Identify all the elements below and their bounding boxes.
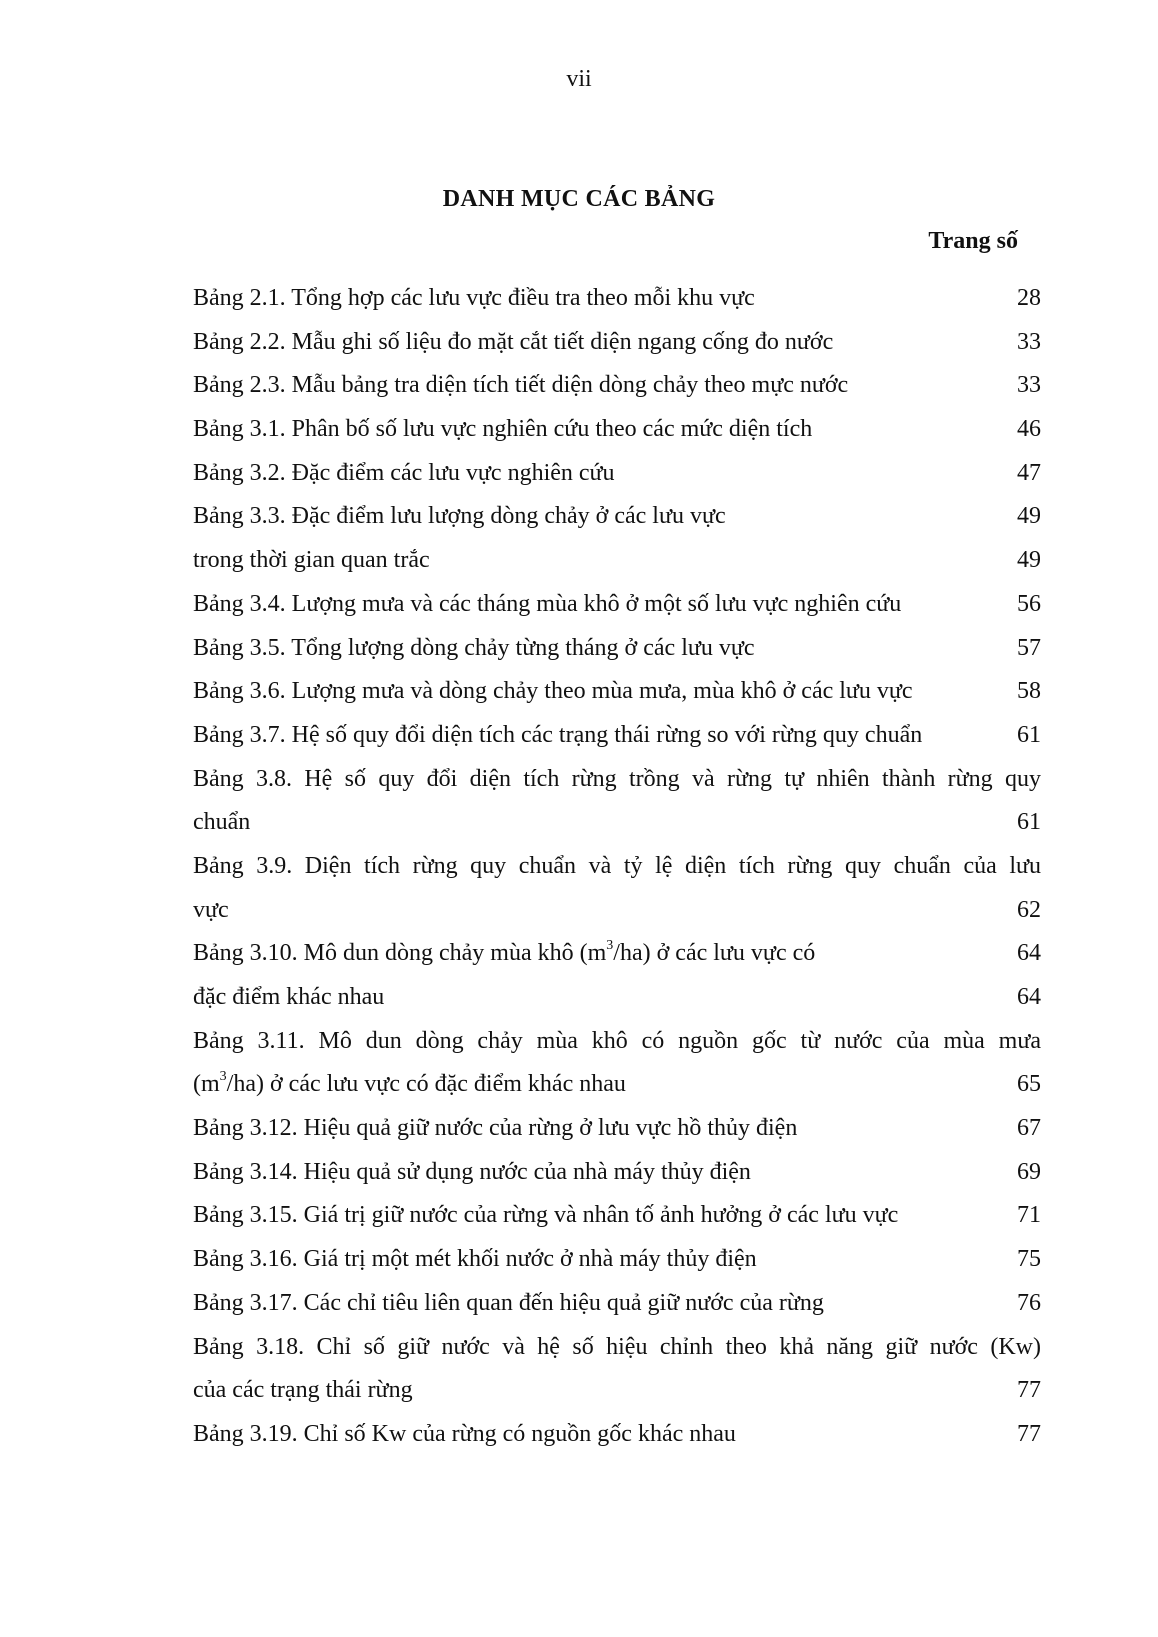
- toc-entry-text: Bảng 3.18. Chỉ số giữ nước và hệ số hiệu chỉnh theo khả năng giữ nước (Kw): [193, 1333, 1041, 1360]
- toc-entry: [193, 670, 1041, 714]
- toc-entry-text: Bảng 2.3. Mẫu bảng tra diện tích tiết diện dòng chảy theo mực nước: [193, 372, 849, 399]
- toc-entry-text: Bảng 3.11. Mô dun dòng chảy mùa khô có nguồn gốc từ nước của mùa mưa: [193, 1027, 1041, 1054]
- toc-entry-text: $(m^3/ha)$ ở các lưu vực có đặc điểm khác nhau: [193, 1069, 626, 1098]
- toc-entry: [193, 627, 1041, 671]
- toc-entry-text: Bảng 3.19. Chỉ số Kw của rừng có nguồn gốc khác nhau: [193, 1420, 736, 1447]
- toc-entry-text: trong thời gian quan trắc: [193, 547, 430, 574]
- toc-entry-page: 61: [1017, 721, 1041, 748]
- superscript: 3: [219, 1069, 227, 1085]
- page-title: DANH MỤC CÁC BẢNG: [442, 186, 716, 212]
- toc-entry-page: 56: [1017, 590, 1041, 617]
- toc-entry-text: Bảng 3.16. Giá trị một mét khối nước ở nhà máy thủy điện: [193, 1246, 757, 1273]
- toc-entry: [193, 845, 1041, 889]
- toc-entry-page: 76: [1017, 1289, 1041, 1316]
- toc-entry: [193, 321, 1041, 365]
- toc-entry-text: Bảng 3.15. Giá trị giữ nước của rừng và nhân tố ảnh hưởng ở các lưu vực: [193, 1202, 899, 1229]
- toc-entry-page: 46: [1017, 416, 1041, 443]
- toc-entry-page: 33: [1017, 372, 1041, 399]
- toc-entry-text: Bảng 3.14. Hiệu quả sử dụng nước của nhà máy thủy điện: [193, 1158, 751, 1185]
- toc-entry-text: Bảng 2.2. Mẫu ghi số liệu đo mặt cắt tiết diện ngang cống đo nước: [193, 328, 834, 355]
- toc-entry-page: 65: [1017, 1071, 1041, 1098]
- toc-entry: [193, 1326, 1041, 1370]
- toc-entry: [193, 1020, 1041, 1064]
- toc-entry: [193, 714, 1041, 758]
- toc-entry-text: Bảng 3.10. Mô dun dòng chảy mùa khô $(m^3/ha)$ ở các lưu vực có: [193, 938, 816, 967]
- toc-entry-page: 58: [1017, 678, 1041, 705]
- toc-entry-page: 64: [1017, 940, 1041, 967]
- toc-entry: [193, 495, 1041, 539]
- toc-entry-text: Bảng 2.1. Tổng hợp các lưu vực điều tra theo mỗi khu vực: [193, 285, 755, 311]
- table-list: [193, 277, 1041, 1457]
- toc-entry-text: Bảng 3.1. Phân bố số lưu vực nghiên cứu theo các mức diện tích: [193, 416, 813, 443]
- toc-entry: [193, 452, 1041, 496]
- toc-entry-page: 33: [1017, 328, 1041, 355]
- toc-entry-text: Bảng 3.5. Tổng lượng dòng chảy từng tháng ở các lưu vực: [193, 634, 755, 661]
- toc-entry-text: chuẩn: [193, 809, 251, 836]
- toc-entry-page: 49: [1017, 503, 1041, 530]
- toc-entry: [193, 1282, 1041, 1326]
- toc-entry-text: Bảng 3.8. Hệ số quy đổi diện tích rừng trồng và rừng tự nhiên thành rừng quy: [193, 765, 1041, 792]
- toc-entry: [193, 583, 1041, 627]
- toc-entry-text: Bảng 3.12. Hiệu quả giữ nước của rừng ở lưu vực hồ thủy điện: [193, 1115, 798, 1142]
- toc-entry: [193, 1413, 1041, 1457]
- toc-entry-text: Bảng 3.7. Hệ số quy đổi diện tích các trạng thái rừng so với rừng quy chuẩn: [193, 721, 923, 748]
- toc-entry-page: 67: [1017, 1115, 1041, 1142]
- page-column-header: Trang số: [928, 228, 1018, 254]
- toc-entry-page: 47: [1017, 459, 1041, 486]
- toc-entry: [193, 1194, 1041, 1238]
- toc-entry-page: 49: [1017, 547, 1041, 574]
- toc-entry-page: 61: [1017, 809, 1041, 836]
- toc-entry-continuation: [193, 976, 1041, 1020]
- toc-entry-page: 77: [1017, 1377, 1041, 1404]
- toc-entry-continuation: [193, 539, 1041, 583]
- toc-entry-page: 64: [1017, 984, 1041, 1010]
- toc-entry-text: Bảng 3.6. Lượng mưa và dòng chảy theo mùa mưa, mùa khô ở các lưu vực: [193, 678, 913, 705]
- toc-entry-page: 77: [1017, 1420, 1041, 1447]
- toc-entry-text: Bảng 3.3. Đặc điểm lưu lượng dòng chảy ở các lưu vực: [193, 503, 726, 530]
- toc-entry-continuation: [193, 1369, 1041, 1413]
- toc-entry-text: của các trạng thái rừng: [193, 1377, 413, 1404]
- toc-entry-text: Bảng 3.2. Đặc điểm các lưu vực nghiên cứu: [193, 459, 615, 486]
- toc-entry-text: đặc điểm khác nhau: [193, 984, 385, 1010]
- toc-entry: [193, 1107, 1041, 1151]
- toc-entry-continuation: [193, 801, 1041, 845]
- toc-entry: [193, 408, 1041, 452]
- toc-entry-page: 71: [1017, 1202, 1041, 1229]
- toc-entry-page: 62: [1017, 896, 1041, 923]
- toc-entry-continuation: [193, 1063, 1041, 1107]
- toc-entry: [193, 932, 1041, 976]
- toc-entry-text: Bảng 3.9. Diện tích rừng quy chuẩn và tỷ lệ diện tích rừng quy chuẩn của lưu: [193, 852, 1041, 879]
- toc-entry-text: Bảng 3.4. Lượng mưa và các tháng mùa khô ở một số lưu vực nghiên cứu: [193, 590, 902, 617]
- toc-entry: [193, 1151, 1041, 1195]
- toc-entry-text: vực: [193, 896, 229, 923]
- toc-entry: [193, 277, 1041, 321]
- toc-entry-text: Bảng 3.17. Các chỉ tiêu liên quan đến hiệu quả giữ nước của rừng: [193, 1289, 824, 1316]
- page-number: vii: [566, 66, 592, 92]
- toc-entry-page: 69: [1017, 1158, 1041, 1185]
- toc-entry: [193, 1238, 1041, 1282]
- toc-entry: [193, 364, 1041, 408]
- toc-entry: [193, 758, 1041, 802]
- toc-entry-page: 57: [1017, 634, 1041, 661]
- toc-entry-page: 75: [1017, 1246, 1041, 1273]
- toc-entry-page: 28: [1017, 285, 1041, 311]
- toc-entry-continuation: [193, 889, 1041, 933]
- superscript: 3: [606, 938, 614, 954]
